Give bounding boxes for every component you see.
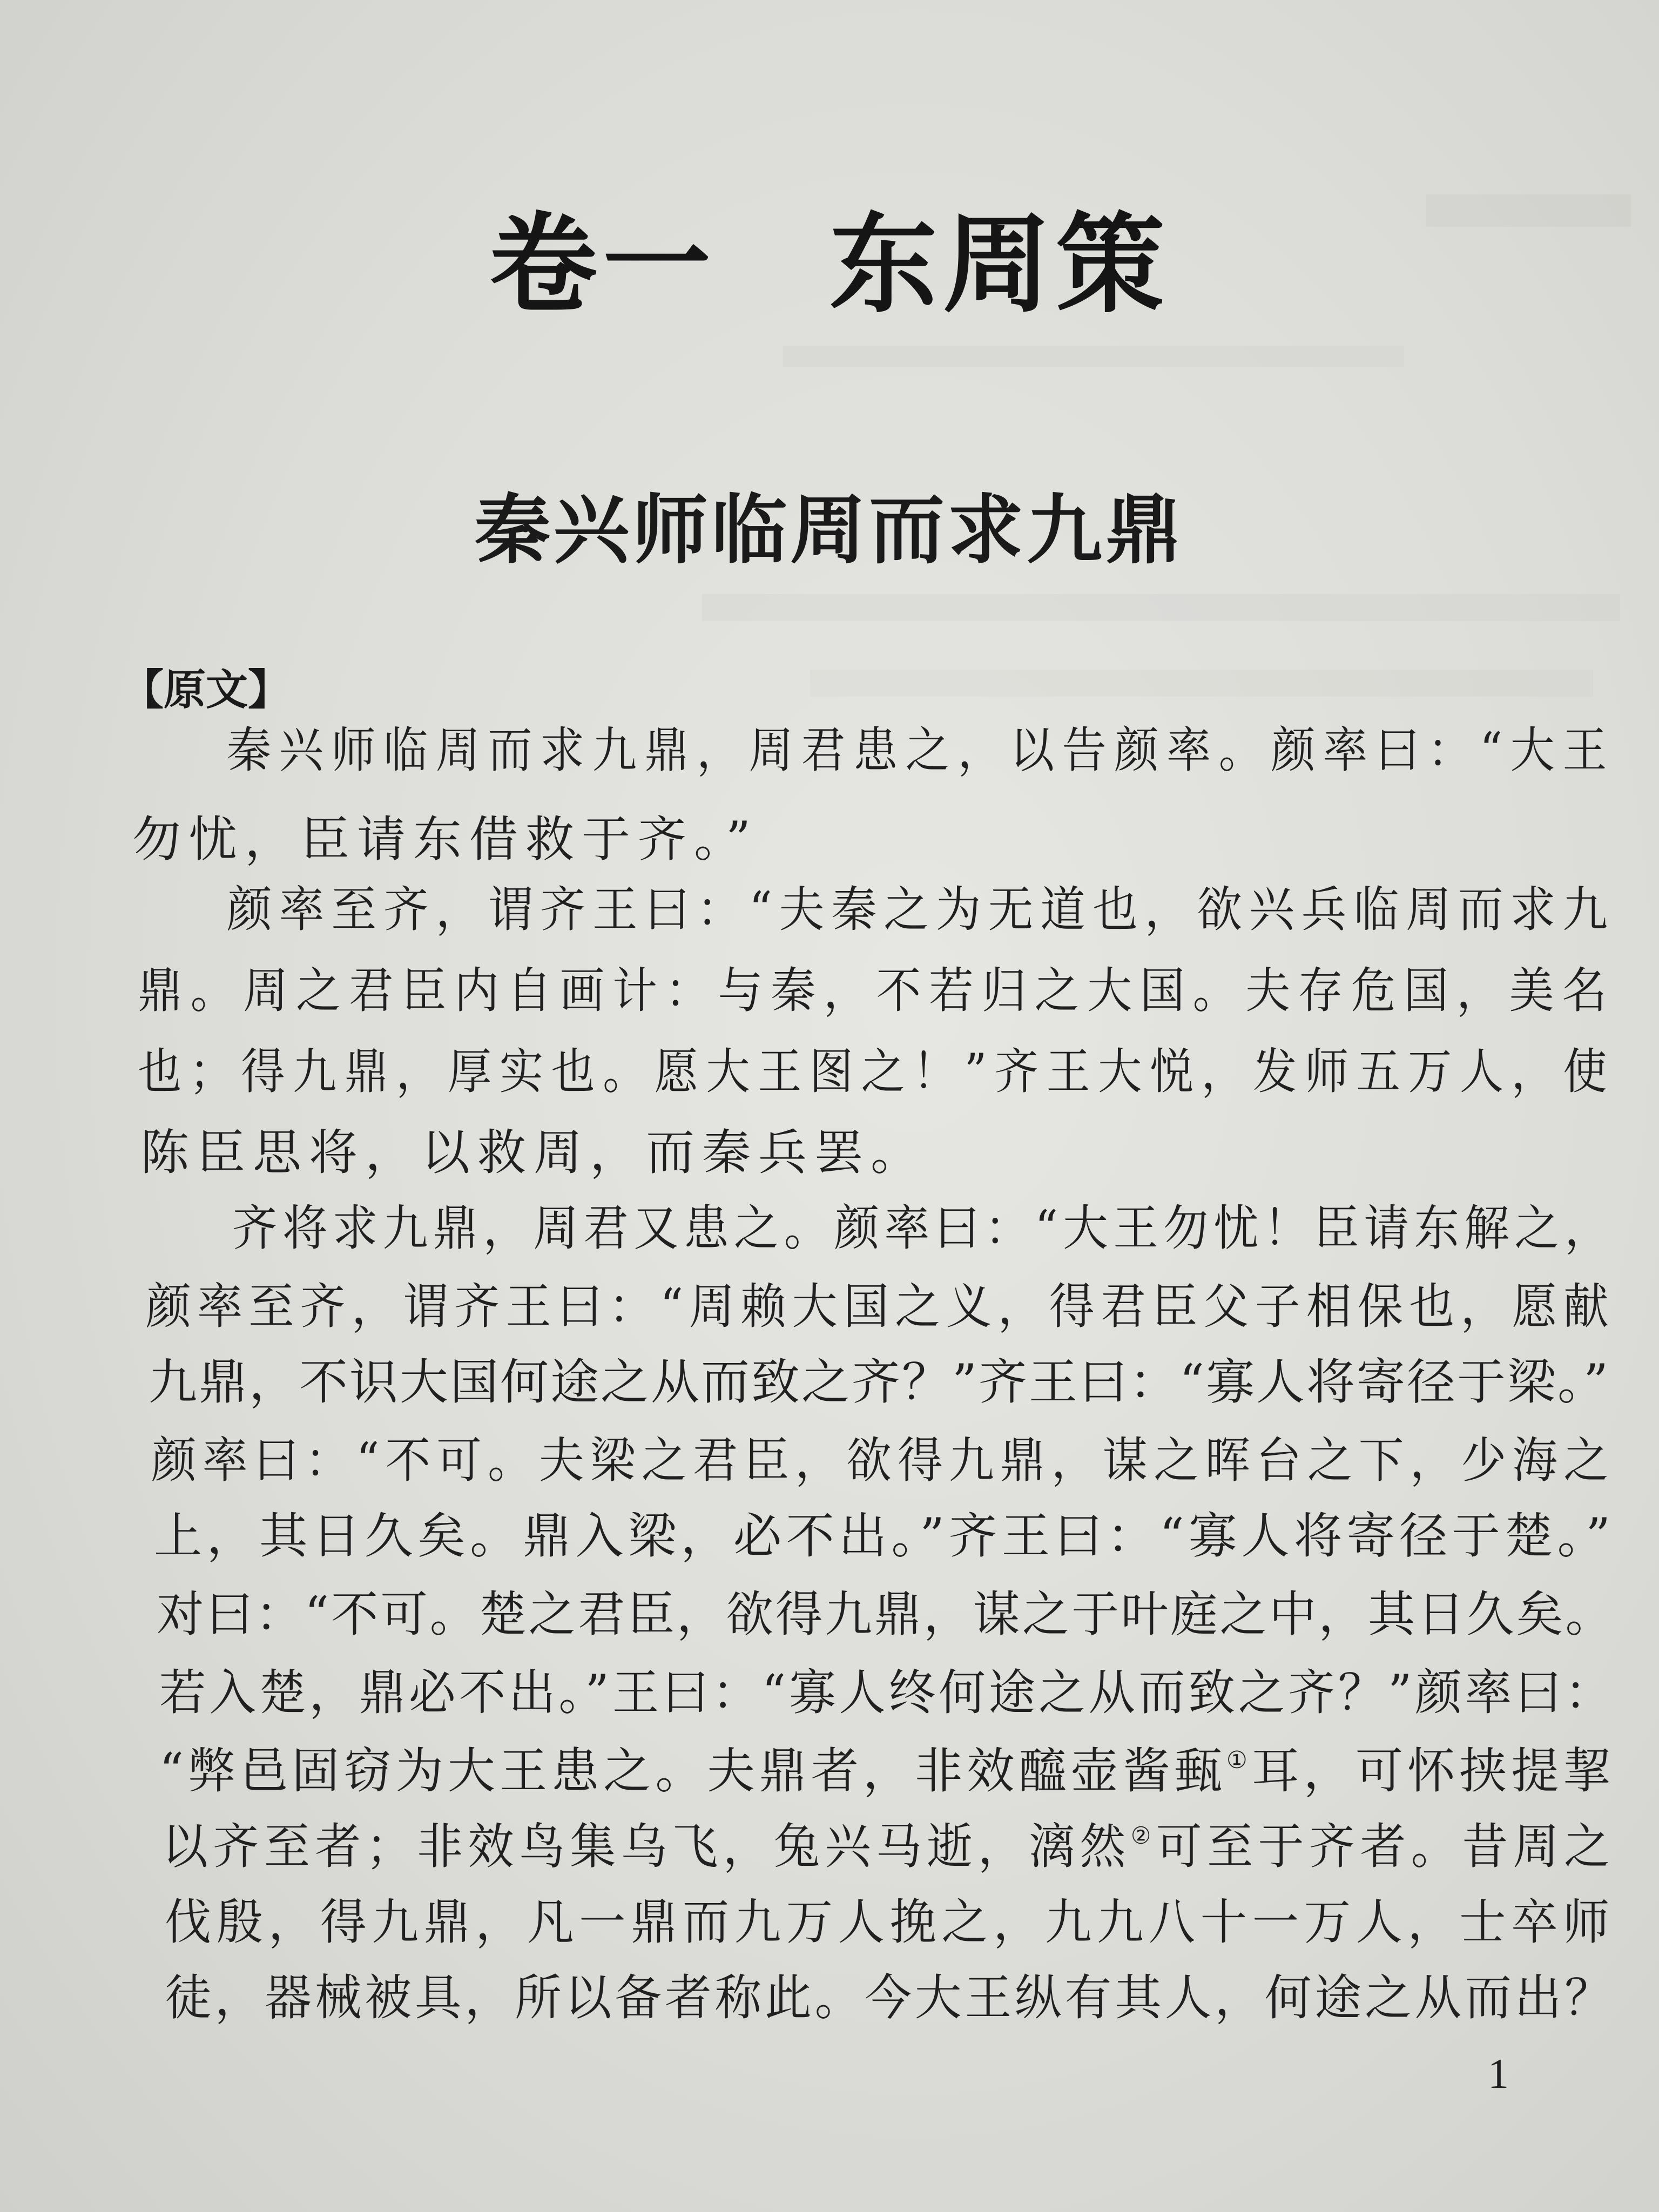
section-title: 秦兴师临周而求九鼎 [474, 487, 1184, 575]
text-line: 齐将求九鼎，周君又患之。颜率曰：“大王勿忧！臣请东解之， [232, 1200, 1615, 1257]
page-number: 1 [1488, 2050, 1509, 2097]
show-through-shadow [702, 594, 1620, 621]
text-line: 颜率至齐，谓齐王曰：“周赖大国之义，得君臣父子相保也，愿献 [146, 1278, 1615, 1335]
text-line: 徒，器械被具，所以备者称此。今大王纵有其人，何途之从而出？ [165, 1970, 1615, 2026]
chapter-title: 卷一 东周策 [489, 202, 1170, 328]
text-line: 九鼎，不识大国何途之从而致之齐？”齐王曰：“寡人将寄径于梁。” [149, 1354, 1610, 1411]
text-line: 陈臣思将，以救周，而秦兵罢。 [140, 1124, 927, 1181]
text-line: 上，其日久矣。鼎入梁，必不出。”齐王曰：“寡人将寄径于楚。” [154, 1508, 1615, 1564]
text-line: 秦兴师临周而求九鼎，周君患之，以告颜率。颜率曰：“大王 [227, 722, 1615, 779]
text-segment: 以齐至者；非效鸟集乌飞，兔兴马逝，漓然 [162, 1818, 1131, 1875]
footnote-mark: ① [1226, 1746, 1252, 1774]
show-through-shadow [810, 670, 1593, 697]
text-line: 勿忧，臣请东借救于齐。” [132, 811, 759, 868]
show-through-shadow [783, 346, 1404, 367]
text-line: 伐殷，得九鼎，凡一鼎而九万人挽之，九九八十一万人，士卒师 [165, 1894, 1615, 1951]
text-line: 若入楚，鼎必不出。”王曰：“寡人终何途之从而致之齐？”颜率曰： [159, 1664, 1615, 1721]
text-line: 对曰：“不可。楚之君臣，欲得九鼎，谋之于叶庭之中，其日久矣。 [157, 1586, 1615, 1643]
text-segment: 可至于齐者。昔周之 [1156, 1818, 1615, 1875]
text-segment: 耳，可怀挟提挈 [1251, 1743, 1615, 1799]
text-line [162, 1818, 1615, 1875]
footnote-mark: ② [1130, 1822, 1156, 1850]
text-line: 也；得九鼎，厚实也。愿大王图之！”齐王大悦，发师五万人，使 [138, 1043, 1615, 1100]
text-line: 颜率曰：“不可。夫梁之君臣，欲得九鼎，谋之晖台之下，少海之 [151, 1432, 1615, 1489]
text-line [159, 1743, 1615, 1799]
text-line: 颜率至齐，谓齐王曰：“夫秦之为无道也，欲兴兵临周而求九 [227, 881, 1615, 938]
text-line: 鼎。周之君臣内自画计：与秦，不若归之大国。夫存危国，美名 [138, 962, 1615, 1019]
text-segment: “弊邑固窃为大王患之。夫鼎者，非效醯壶酱甀 [159, 1743, 1226, 1799]
original-text-label: 【原文】 [122, 666, 291, 714]
